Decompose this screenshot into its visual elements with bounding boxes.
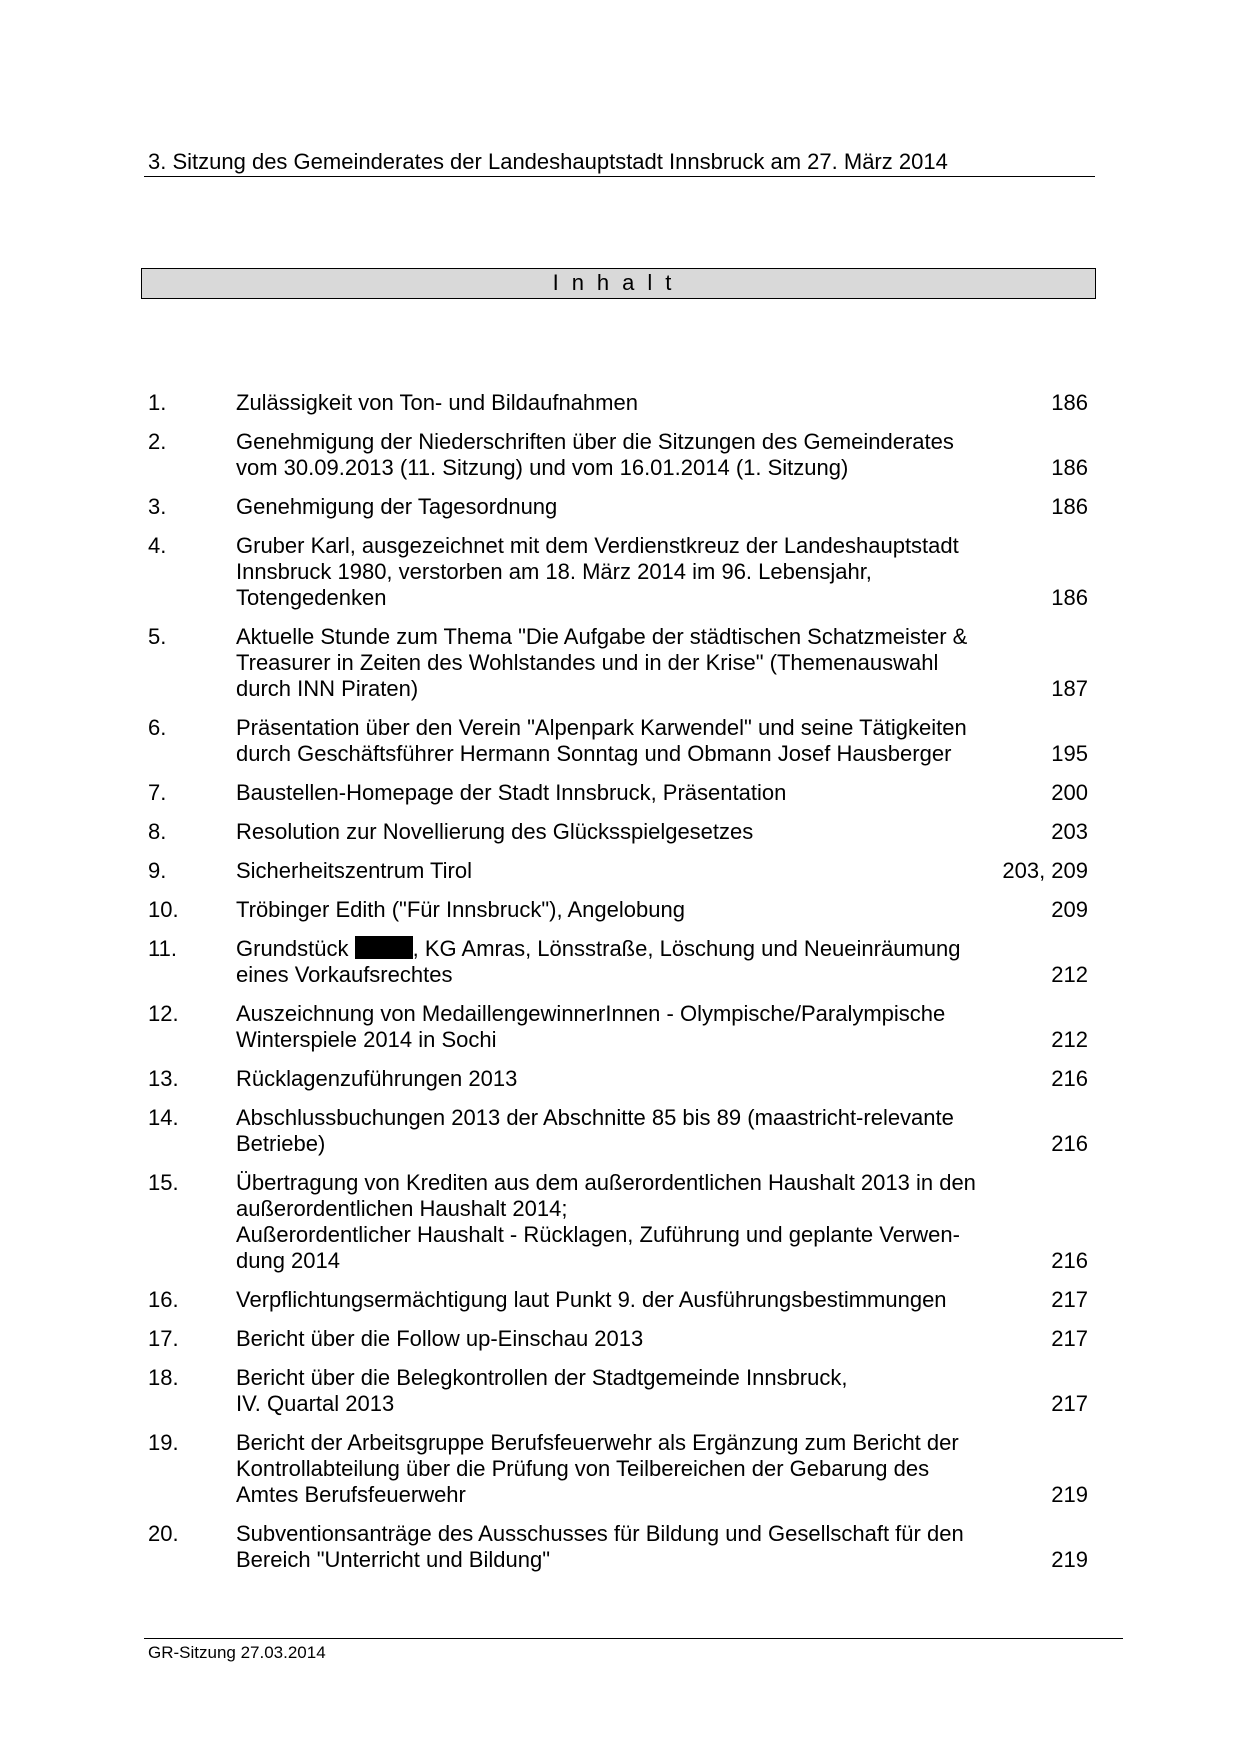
toc-entry-11 — [148, 936, 1088, 988]
toc-entry-page: 200 — [1051, 780, 1088, 805]
toc-entry-title: Verpflichtungsermächtigung laut Punkt 9. der Ausführungsbestimmungen — [236, 1287, 947, 1312]
toc-entry-number: 5. — [148, 624, 167, 649]
toc-entry-title: Bericht der Arbeitsgruppe Berufsfeuerwehr als Ergänzung zum Bericht der Kontrollabteilung über die Prüfung von Teilbereichen der Gebarung des Amtes Berufsfeuerwehr — [236, 1430, 959, 1507]
toc-entry-number: 17. — [148, 1326, 179, 1351]
toc-entry-number: 14. — [148, 1105, 179, 1130]
toc-entry-title: Genehmigung der Tagesordnung — [236, 494, 558, 519]
toc-entry-page: 195 — [1051, 741, 1088, 766]
toc-entry-19 — [148, 1430, 1088, 1508]
toc-entry-title-end: , KG Amras, Lönsstraße, Löschung und Neueinräumung eines Vorkaufsrechtes — [236, 936, 961, 987]
toc-entry-title: Genehmigung der Niederschriften über die Sitzungen des Gemeinderates vom 30.09.2013 (11. Sitzung) und vom 16.01.2014 (1. Sitzung) — [236, 429, 954, 480]
toc-entry-number: 18. — [148, 1365, 179, 1390]
toc-entry-7 — [148, 780, 1088, 806]
toc-entry-number: 6. — [148, 715, 167, 740]
toc-entry-title: Baustellen-Homepage der Stadt Innsbruck, Präsentation — [236, 780, 787, 805]
toc-entry-number: 9. — [148, 858, 167, 883]
redaction-block — [355, 936, 413, 959]
toc-entry-page: 219 — [1051, 1547, 1088, 1572]
toc-entry-3 — [148, 494, 1088, 520]
toc-entry-number: 4. — [148, 533, 167, 558]
toc-entry-page: 217 — [1051, 1326, 1088, 1351]
toc-entry-page: 216 — [1051, 1066, 1088, 1091]
toc-entry-15 — [148, 1170, 1088, 1274]
toc-entry-6 — [148, 715, 1088, 767]
toc-entry-title-start: Grundstück — [236, 936, 355, 961]
toc-entry-page: 219 — [1051, 1482, 1088, 1507]
toc-entry-4 — [148, 533, 1088, 611]
toc-entry-1 — [148, 390, 1088, 416]
toc-entry-title: Tröbinger Edith ("Für Innsbruck"), Angelobung — [236, 897, 685, 922]
toc-entry-page: 203, 209 — [1002, 858, 1088, 883]
toc-entry-title: Auszeichnung von MedaillengewinnerInnen - Olympische/Paralympische Winterspiele 2014 in Sochi — [236, 1001, 946, 1052]
toc-entry-page: 186 — [1051, 494, 1088, 519]
toc-entry-2 — [148, 429, 1088, 481]
table-of-contents — [148, 390, 1088, 1586]
toc-entry-16 — [148, 1287, 1088, 1313]
contents-heading: Inhalt — [141, 268, 1096, 299]
toc-entry-number: 2. — [148, 429, 167, 454]
toc-entry-title: Übertragung von Krediten aus dem außerordentlichen Haushalt 2013 in den außerordentlichen Haushalt 2014; Außerordentlicher Haushalt - Rücklagen, Zuführung und geplante Verwen- dung 2014 — [236, 1170, 976, 1273]
toc-entry-page: 187 — [1051, 676, 1088, 701]
toc-entry-9 — [148, 858, 1088, 884]
toc-entry-number: 19. — [148, 1430, 179, 1455]
toc-entry-title: Bericht über die Follow up-Einschau 2013 — [236, 1326, 644, 1351]
toc-entry-page: 216 — [1051, 1131, 1088, 1156]
toc-entry-page: 212 — [1051, 962, 1088, 987]
toc-entry-number: 3. — [148, 494, 167, 519]
toc-entry-5 — [148, 624, 1088, 702]
toc-entry-title — [236, 936, 1035, 988]
toc-entry-page: 203 — [1051, 819, 1088, 844]
toc-entry-page: 216 — [1051, 1248, 1088, 1273]
toc-entry-title: Zulässigkeit von Ton- und Bildaufnahmen — [236, 390, 638, 415]
toc-entry-number: 13. — [148, 1066, 179, 1091]
toc-entry-18 — [148, 1365, 1088, 1417]
toc-entry-number: 7. — [148, 780, 167, 805]
document-header-title: 3. Sitzung des Gemeinderates der Landeshauptstadt Innsbruck am 27. März 2014 — [148, 149, 948, 174]
toc-entry-title: Bericht über die Belegkontrollen der Stadtgemeinde Innsbruck, IV. Quartal 2013 — [236, 1365, 848, 1416]
toc-entry-number: 16. — [148, 1287, 179, 1312]
toc-entry-20 — [148, 1521, 1088, 1573]
toc-entry-10 — [148, 897, 1088, 923]
footer-divider — [144, 1638, 1123, 1639]
toc-entry-number: 1. — [148, 390, 167, 415]
toc-entry-page: 217 — [1051, 1391, 1088, 1416]
toc-entry-number: 8. — [148, 819, 167, 844]
toc-entry-13 — [148, 1066, 1088, 1092]
toc-entry-title: Subventionsanträge des Ausschusses für Bildung und Gesellschaft für den Bereich "Unterricht und Bildung" — [236, 1521, 964, 1572]
footer-label: GR-Sitzung 27.03.2014 — [148, 1643, 326, 1662]
toc-entry-number: 12. — [148, 1001, 179, 1026]
header-divider — [144, 176, 1095, 177]
toc-entry-page: 186 — [1051, 455, 1088, 480]
toc-entry-page: 209 — [1051, 897, 1088, 922]
toc-entry-title: Resolution zur Novellierung des Glücksspielgesetzes — [236, 819, 754, 844]
toc-entry-number: 15. — [148, 1170, 179, 1195]
toc-entry-number: 11. — [148, 936, 177, 961]
toc-entry-number: 20. — [148, 1521, 179, 1546]
toc-entry-page: 217 — [1051, 1287, 1088, 1312]
toc-entry-page: 186 — [1051, 585, 1088, 610]
toc-entry-12 — [148, 1001, 1088, 1053]
toc-entry-title: Abschlussbuchungen 2013 der Abschnitte 85 bis 89 (maastricht-relevante Betriebe) — [236, 1105, 954, 1156]
toc-entry-title: Sicherheitszentrum Tirol — [236, 858, 472, 883]
toc-entry-17 — [148, 1326, 1088, 1352]
toc-entry-title: Gruber Karl, ausgezeichnet mit dem Verdienstkreuz der Landeshauptstadt Innsbruck 1980, verstorben am 18. März 2014 im 96. Lebensjahr, Totengedenken — [236, 533, 959, 610]
toc-entry-page: 212 — [1051, 1027, 1088, 1052]
toc-entry-number: 10. — [148, 897, 179, 922]
toc-entry-title: Aktuelle Stunde zum Thema "Die Aufgabe der städtischen Schatzmeister & Treasurer in Zeiten des Wohlstandes und in der Krise" (Themenauswahl durch INN Piraten) — [236, 624, 968, 701]
toc-entry-title: Präsentation über den Verein "Alpenpark Karwendel" und seine Tätigkeiten durch Geschäftsführer Hermann Sonntag und Obmann Josef Hausberger — [236, 715, 967, 766]
toc-entry-14 — [148, 1105, 1088, 1157]
toc-entry-page: 186 — [1051, 390, 1088, 415]
toc-entry-8 — [148, 819, 1088, 845]
toc-entry-title: Rücklagenzuführungen 2013 — [236, 1066, 518, 1091]
